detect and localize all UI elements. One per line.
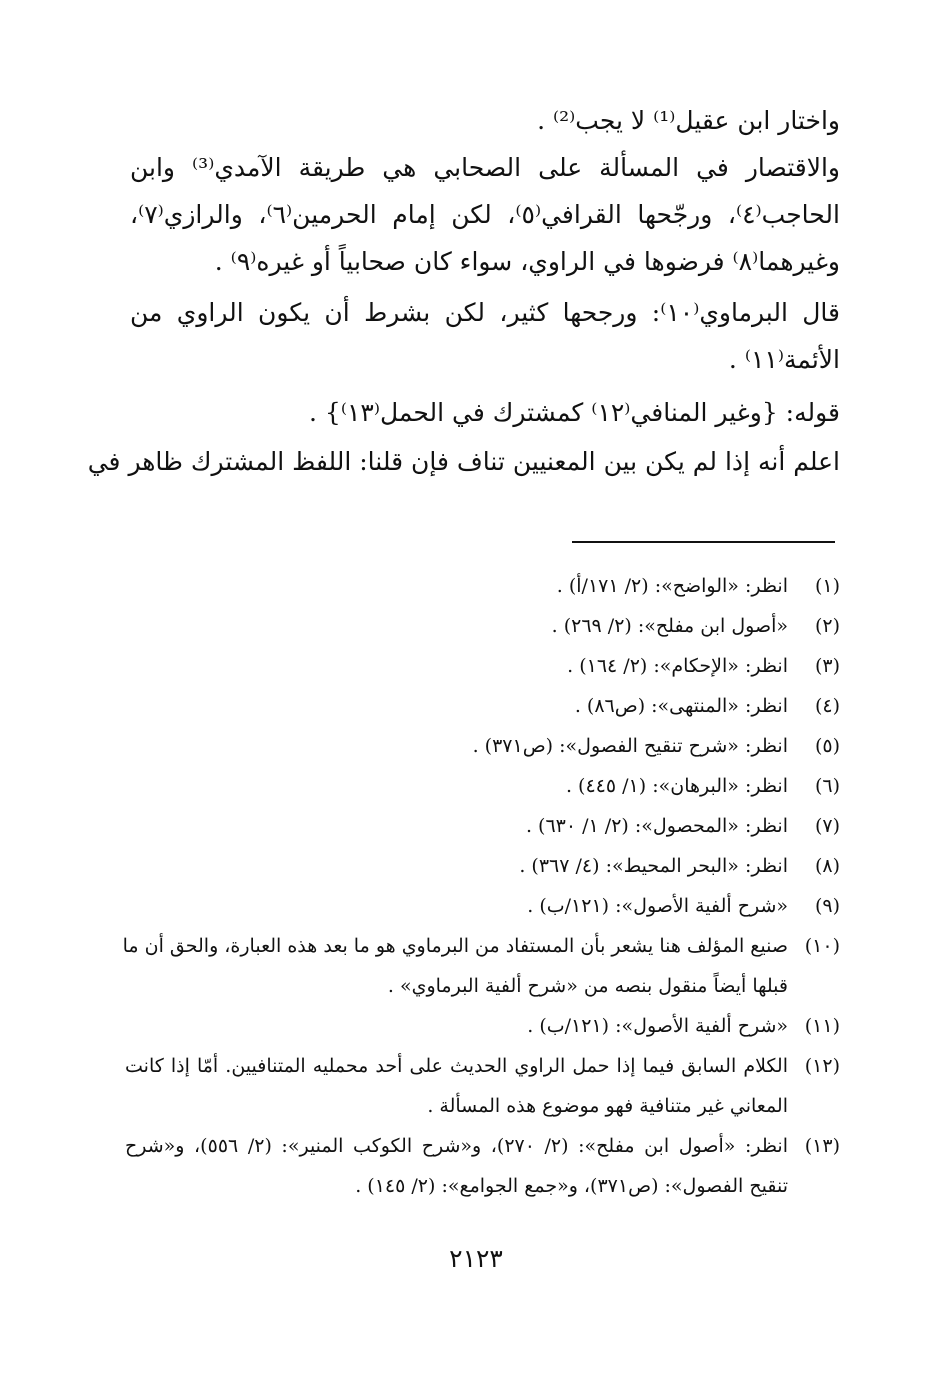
footnote-number: (٨) [814, 855, 840, 877]
footnote-text [125, 1126, 788, 1206]
footnote-text [125, 566, 788, 606]
paragraph-barmawi-line-2: الأئمة⁽١١⁾ . [728, 345, 840, 374]
paragraph-ibn-aqil: واختار ابن عقيل⁽¹⁾ لا يجب⁽²⁾ . [537, 106, 840, 135]
footnote-number: (١٠) [804, 935, 840, 957]
footnote-number: (٦) [814, 775, 840, 797]
footnote-line: المعاني غير متنافية فهو موضوع هذه المسألة . [427, 1095, 788, 1117]
footnote-line: قبلها أيضاً منقول بنصه من «شرح ألفية البرماوي» . [387, 975, 788, 997]
footnote [125, 646, 840, 686]
main-text [87, 97, 840, 485]
footnote-text [125, 886, 788, 926]
footnote-number: (٥) [814, 735, 840, 757]
footnote [125, 1006, 840, 1046]
footnote-line: «أصول ابن مفلح»: (٢/ ٢٦٩) . [551, 615, 788, 637]
footnote [125, 806, 840, 846]
footnote [125, 766, 840, 806]
footnote-line: تنقيح الفصول»: (ص٣٧١)، و«جمع الجوامع»: (٢/ ١٤٥) . [355, 1175, 788, 1197]
footnote-divider [572, 541, 835, 543]
footnote-text [125, 726, 788, 766]
footnote [125, 1126, 840, 1206]
paragraph-iqtisar-line-1: والاقتصار في المسألة على الصحابي هي طريقة الآمدي⁽³⁾ وابن [130, 153, 840, 182]
paragraph-barmawi-line-1: قال البرماوي⁽١٠⁾: ورجحها كثير، لكن بشرط أن يكون الراوي من [130, 298, 840, 327]
footnote [125, 606, 840, 646]
footnote-text [125, 686, 788, 726]
paragraph-iqtisar-line-2: الحاجب⁽٤⁾، ورجّحها القرافي⁽٥⁾، لكن إمام الحرمين⁽٦⁾، والرازي⁽٧⁾، [130, 200, 840, 229]
footnote-line: «شرح ألفية الأصول»: (١٢١/ب) . [527, 1015, 788, 1037]
footnote-number: (٣) [814, 655, 840, 677]
footnote-number: (١٢) [804, 1055, 840, 1077]
footnote-line: انظر: «الواضح»: (٢/ ١٧١/أ) . [556, 575, 788, 597]
footnote-number: (٤) [814, 695, 840, 717]
footnote-number: (١) [814, 575, 840, 597]
footnote [125, 726, 840, 766]
paragraph-iqtisar-line-3: وغيرهما⁽٨⁾ فرضوها في الراوي، سواء كان صحابياً أو غيره⁽٩⁾ . [214, 247, 840, 276]
footnote-text [125, 1046, 788, 1126]
paragraph-qawluh: قوله: {وغير المنافي⁽١٢⁾ كمشترك في الحمل⁽١٣⁾} . [309, 398, 840, 427]
page-number: ٢١٢٣ [449, 1244, 503, 1273]
footnote-line: صنيع المؤلف هنا يشعر بأن المستفاد من البرماوي هو ما بعد هذه العبارة، والحق أن ما [122, 935, 788, 957]
footnote [125, 566, 840, 606]
footnote-line: انظر: «المحصول»: (٢/ ١/ ٦٣٠) . [525, 815, 788, 837]
footnote [125, 1046, 840, 1126]
footnote-line: انظر: «البحر المحيط»: (٤/ ٣٦٧) . [519, 855, 788, 877]
paragraph-ilam: اعلم أنه إذا لم يكن بين المعنيين تناف فإن قلنا: اللفظ المشترك ظاهر في [87, 447, 840, 476]
footnote-number: (١٣) [804, 1135, 840, 1157]
footnote [125, 686, 840, 726]
footnote-number: (٩) [814, 895, 840, 917]
footnote-text [125, 806, 788, 846]
footnote-line: انظر: «شرح تنقيح الفصول»: (ص٣٧١) . [472, 735, 788, 757]
footnote-line: انظر: «أصول ابن مفلح»: (٢/ ٢٧٠)، و«شرح الكوكب المنير»: (٢/ ٥٥٦)، و«شرح [125, 1135, 788, 1157]
footnote-text [125, 646, 788, 686]
footnote [122, 926, 840, 1006]
footnote-number: (٢) [814, 615, 840, 637]
footnote [125, 886, 840, 926]
footnote-line: انظر: «البرهان»: (١/ ٤٤٥) . [565, 775, 788, 797]
footnote-line: الكلام السابق فيما إذا حمل الراوي الحديث على أحد محمليه المتنافيين. أمّا إذا كانت [125, 1055, 788, 1077]
footnote-line: انظر: «الإحكام»: (٢/ ١٦٤) . [567, 655, 788, 677]
footnote-text [125, 606, 788, 646]
footnote-text [123, 926, 788, 1006]
footnote-text [125, 766, 788, 806]
footnote-number: (٧) [814, 815, 840, 837]
footnote-number: (١١) [804, 1015, 840, 1037]
footnotes [122, 566, 840, 1206]
footnote [125, 846, 840, 886]
footnote-text [125, 846, 788, 886]
footnote-line: «شرح ألفية الأصول»: (١٢١/ب) . [527, 895, 788, 917]
footnote-text [125, 1006, 788, 1046]
footnote-line: انظر: «المنتهى»: (ص٨٦) . [574, 695, 788, 717]
